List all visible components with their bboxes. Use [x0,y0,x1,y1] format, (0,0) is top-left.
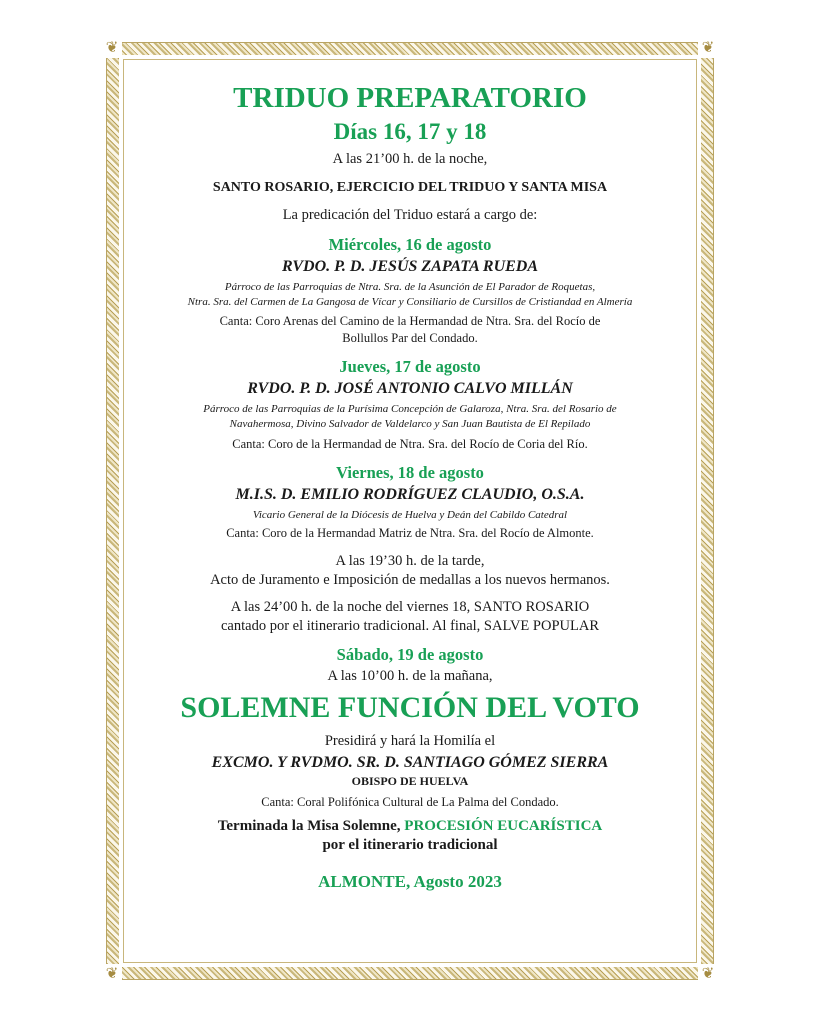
presides-intro: Presidirá y hará la Homilía el [324,733,496,749]
preacher-role-line: Vicario General de la Diócesis de Huelva y Deán del Cabildo Catedral [252,509,568,521]
rosary-line: A las 24’00 h. de la noche del viernes 18, SANTO ROSARIO [230,599,590,615]
main-event-title: SOLEMNE FUNCIÓN DEL VOTO [180,691,640,724]
corner-ornament-icon: ❦ [102,38,122,58]
triduo-days: Días 16, 17 y 18 [333,119,487,144]
oath-text: Acto de Juramento e Imposición de medallas a los nuevos hermanos. [210,572,610,588]
preacher-role-line: Ntra. Sra. del Carmen de La Gangosa de Vícar y Consiliario de Cursillos de Cristiandad en Almería [187,296,633,308]
preacher-thursday: RVDO. P. D. JOSÉ ANTONIO CALVO MILLÁN [247,380,573,397]
saturday-time: A las 10’00 h. de la mañana, [327,668,493,684]
day-date-thursday: Jueves, 17 de agosto [339,357,481,376]
corner-ornament-icon: ❦ [698,38,718,58]
bishop-title: OBISPO DE HUELVA [351,774,469,788]
triduo-program: SANTO ROSARIO, EJERCICIO DEL TRIDUO Y SANTA MISA [212,180,608,195]
procession-text: PROCESIÓN EUCARÍSTICA [404,818,603,834]
triduo-time: A las 21’00 h. de la noche, [332,151,488,167]
corner-ornament-icon: ❦ [698,964,718,984]
singing-line: Canta: Coro de la Hermandad de Ntra. Sra. del Rocío de Coria del Río. [232,437,588,451]
preacher-role-line: Párroco de las Parroquias de la Purísima Concepción de Galaroza, Ntra. Sra. del Rosario de [203,403,617,415]
after-mass-text: Terminada la Misa Solemne, [217,818,401,834]
corner-ornament-icon: ❦ [102,964,122,984]
preacher-friday: M.I.S. D. EMILIO RODRÍGUEZ CLAUDIO, O.S.A. [235,486,585,503]
oath-time: A las 19’30 h. de la tarde, [335,553,485,569]
bishop-name: EXCMO. Y RVDMO. SR. D. SANTIAGO GÓMEZ SIERRA [211,754,609,771]
rosary-line: cantado por el itinerario tradicional. Al final, SALVE POPULAR [220,618,599,634]
footer-place-date: ALMONTE, Agosto 2023 [318,872,502,891]
preacher-wednesday: RVDO. P. D. JESÚS ZAPATA RUEDA [281,258,539,275]
saturday-singing: Canta: Coral Polifónica Cultural de La Palma del Condado. [261,795,559,809]
poster-title: TRIDUO PREPARATORIO [233,82,587,114]
procession-line [122,817,698,836]
day-date-wednesday: Miércoles, 16 de agosto [328,235,492,254]
poster-content [122,80,698,892]
day-date-saturday: Sábado, 19 de agosto [336,645,484,664]
singing-line: Bollullos Par del Condado. [342,331,478,345]
day-date-friday: Viernes, 18 de agosto [336,463,484,482]
preacher-role-line: Navahermosa, Divino Salvador de Valdelarco y San Juan Bautista de El Repilado [229,418,591,430]
preaching-intro: La predicación del Triduo estará a cargo de: [282,207,538,223]
singing-line: Canta: Coro de la Hermandad Matriz de Ntra. Sra. del Rocío de Almonte. [226,526,594,540]
singing-line: Canta: Coro Arenas del Camino de la Hermandad de Ntra. Sra. del Rocío de [219,314,601,328]
preacher-role-line: Párroco de las Parroquias de Ntra. Sra. de la Asunción de El Parador de Roquetas, [224,281,596,293]
procession-route: por el itinerario tradicional [322,837,498,853]
